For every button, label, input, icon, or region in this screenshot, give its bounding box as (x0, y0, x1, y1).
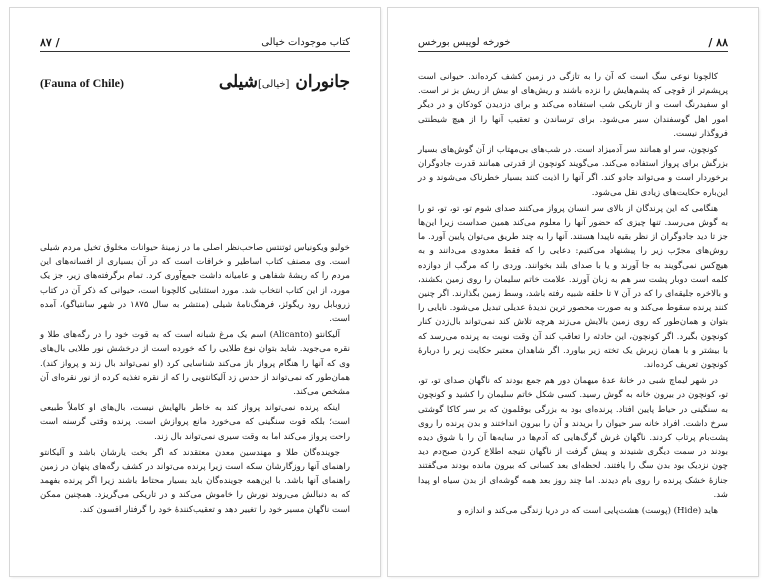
body-text-right (418, 70, 728, 520)
running-header-right (418, 34, 728, 50)
paragraph: خولیو ویکونیاس ثوتنتس صاحب‌نظر اصلی ما در زمینهٔ حیوانات مخلوق تخیل مردم شیلی است. وی مصنف کتاب اساطیر و خرافات است که در آن بسیاری از افسانه‌های این مردم را که ریشهٔ شفاهی و عامیانه داشت جمع‌آوری کرد. تمام برگرفته‌های زیر، جز یک مورد، از این کتاب انتخاب شد. مورد استثنایی کالچونا است، حیوانی که ذکر آن در کتاب زرو‌بابل رود ریگوئز، فرهنگ‌نامهٔ شیلی (منتشر به سال ۱۸۷۵ در شهر سانتیاگو)، آمده است. (40, 243, 351, 325)
page-number: ۸۸ / (708, 35, 728, 49)
paragraph: اینکه پرنده نمی‌تواند پرواز کند به خاطر بالهایش نیست، بال‌های او کاملاً طبیعی است؛ بلکه قوت سنگینی که می‌خورد مانع پروازش است. پرنده وقتی گرسنه است راحت پرواز می‌کند اما به وقت سیری نمی‌تواند بال زند. (40, 403, 350, 442)
entry-title-word: جانوران (295, 72, 350, 92)
paragraph: هاید (Hide) (پوست) هشت‌پایی است که در دریا زندگی می‌کند و اندازه و (457, 506, 718, 517)
paragraph: کالچونا نوعی سگ است که آن را به تازگی در زمین کشف کرده‌اند. حیوانی است پرپشم‌تر از قوچی که پشم‌هایش را نزده باشند و ریش‌های او بیش از ریش بز نر است. او سفیدرنگ است و از تاریکی شب استفاده می‌کند و برای دزدیدن کودکان و در دیگر امور اهل گوسفندان سیر می‌شود. برای ترساندن و تعقیب آنها را از هیچ شیطنتی فروگذار نیست. (418, 72, 728, 139)
paragraph: کونچون، سر او همانند سر آدمیزاد است. در شب‌های بی‌مهتاب از آن گوش‌های بسیار بزرگش برای پرواز استفاده می‌کند. می‌گویند کونچون از قدرتی همانند قدرت جادوگران برخوردار است و می‌تواند جادو کند. اگر آنها را اذیت کنند بسیار خطرناک می‌شوند و در این‌باره حکایت‌های زیادی نقل می‌شود. (418, 145, 728, 198)
header-rule (418, 51, 728, 52)
paragraph: هنگامی که این پرندگان از بالای سر انسان پرواز می‌کنند صدای شوم تو، تو، تو، تو را به گوش می‌رسد. تنها چیزی که حضور آنها را معلوم می‌کند همین صداست زیرا این‌ها جز تا دید جادوگران از نظر بقیه ناپیدا هستند. آنها را به چند طریق می‌توان پایین آورد. ما روش‌های مجرّب زیر را پیشنهاد می‌کنیم: دعایی را که فقط معدودی می‌دانند و به هیچ‌کس نمی‌گویند به جا آورند و یا با صدای بلند بخوانند. وردی را که مرگب از دوازده کلمه است دوبار پشت سر هم به زبان آورند. علامت خاتم سلیمان را روی زمین بکشند، و بالاخره جلیقه‌ای را که در آن ۷ تا حلقه شبیه رفته باشد، وسط زمین بگذارند. اگر چنین کنند پرنده سقوط می‌کند و به صورت محصور ترین ندیدهٔ عدیلی تبدیل می‌شود. نایایی را بتوان و همان‌طور که روی زمین بالایش می‌زند هرچه تلاش کند نمی‌تواند بال‌زدن کنار کونچون بگیرد. اگر کونچون، این حادثه را تعاقب کند آن وقت نوبت به پرنده می‌رسد که با بیشتر و با همان زیرش یک تخته زیر بیاورد. اگر شاهدان معتبر حکایت زیر را دربارهٔ کونچون تعریف کرده‌اند. (418, 203, 728, 371)
entry-title-fa (219, 72, 350, 92)
paragraph: جوینده‌گان طلا و مهندسین معدن معتقدند که اگر بخت یارشان باشد و آلیکانتو راهنمای آنها روزگارشان سکه است زیرا پرنده می‌تواند در کشف رگه‌های پنهان در زمین راهنمای آنها باشد. با این‌همه جوینده‌گان باید بسیار محتاط باشند زیرا اگر پرنده بفهمد که به دنبالش می‌روند نورش را خاموش می‌کند و در تاریکی می‌گریزد. همچنین ممکن است ناگهان مسیر خود را تغییر دهد و تعقیب‌کنندهٔ خود را گرفتار افسون کند. (40, 447, 350, 515)
header-title: کتاب موجودات خیالی (261, 36, 350, 48)
header-title: خورخه لوییس بورخس (418, 36, 511, 48)
entry-title-paren: [خیالی] (258, 79, 290, 90)
paragraph: آلیکانتو (Alicanto) اسم یک مرغ شبانه است که به قوت خود را در رگه‌های طلا و نقره می‌جوید. شاید بتوان نوع طلایی را که خورده است از درخشش نور طلایی بال‌های وی که آنها را هنگام پرواز باز می‌کند شناسایی کرد (او نمی‌تواند بال زند و پرواز کند). همان‌طور که نمی‌تواند از حدس زد آلیکانتویی را که از نقره تغذیه کرده از نور نقره‌ای آن مشخص می‌کند. (40, 330, 350, 398)
page-number: / ۸۷ (40, 35, 60, 49)
running-header-left (40, 34, 350, 50)
body-text-left (40, 241, 350, 519)
page-left (10, 8, 380, 576)
paragraph: در شهر لیماچ شبی در خانهٔ عدهٔ میهمان دور هم جمع بودند که ناگهان صدای تو، تو، تو، کونچون در بیرون خانه به گوش رسید. کسی شکل خاتم سلیمان را کشید و کونچون به سنگینی در حیاط پایین افتاد. پرنده‌ای بود به بزرگی بوقلمون که بر سر کاکا گوشتی سرخ داشت. افراد خانه سر حیوان را بریدند و آن را بیرون انداختند و بدن پرنده را روی پشت‌بام پرتاب کردند. ناگهان غرش گرگ‌هایی که آدم‌ها در سایه‌ها آن را با شوق دیده بودند در سمت دیگری شنیدند و پیش گرفت از ناگهان نتیجه اطلاع کردن صبح‌دم دید چون نزدیک بود بدن سگ را یافتند. لحظه‌ای بعد کسانی که بیرون مانده بودند می‌گفتند جنازهٔ خشک پرنده را روی بام دیدند. اما چند روز بعد همه گوشه‌ای از بدن سیاه او پیدا شد. (418, 376, 728, 500)
entry-title-en: (Fauna of Chile) (40, 76, 124, 90)
page-right (388, 8, 758, 576)
entry-title-word-2: شیلی (218, 72, 259, 92)
entry-title (40, 72, 350, 92)
header-rule (40, 51, 350, 52)
